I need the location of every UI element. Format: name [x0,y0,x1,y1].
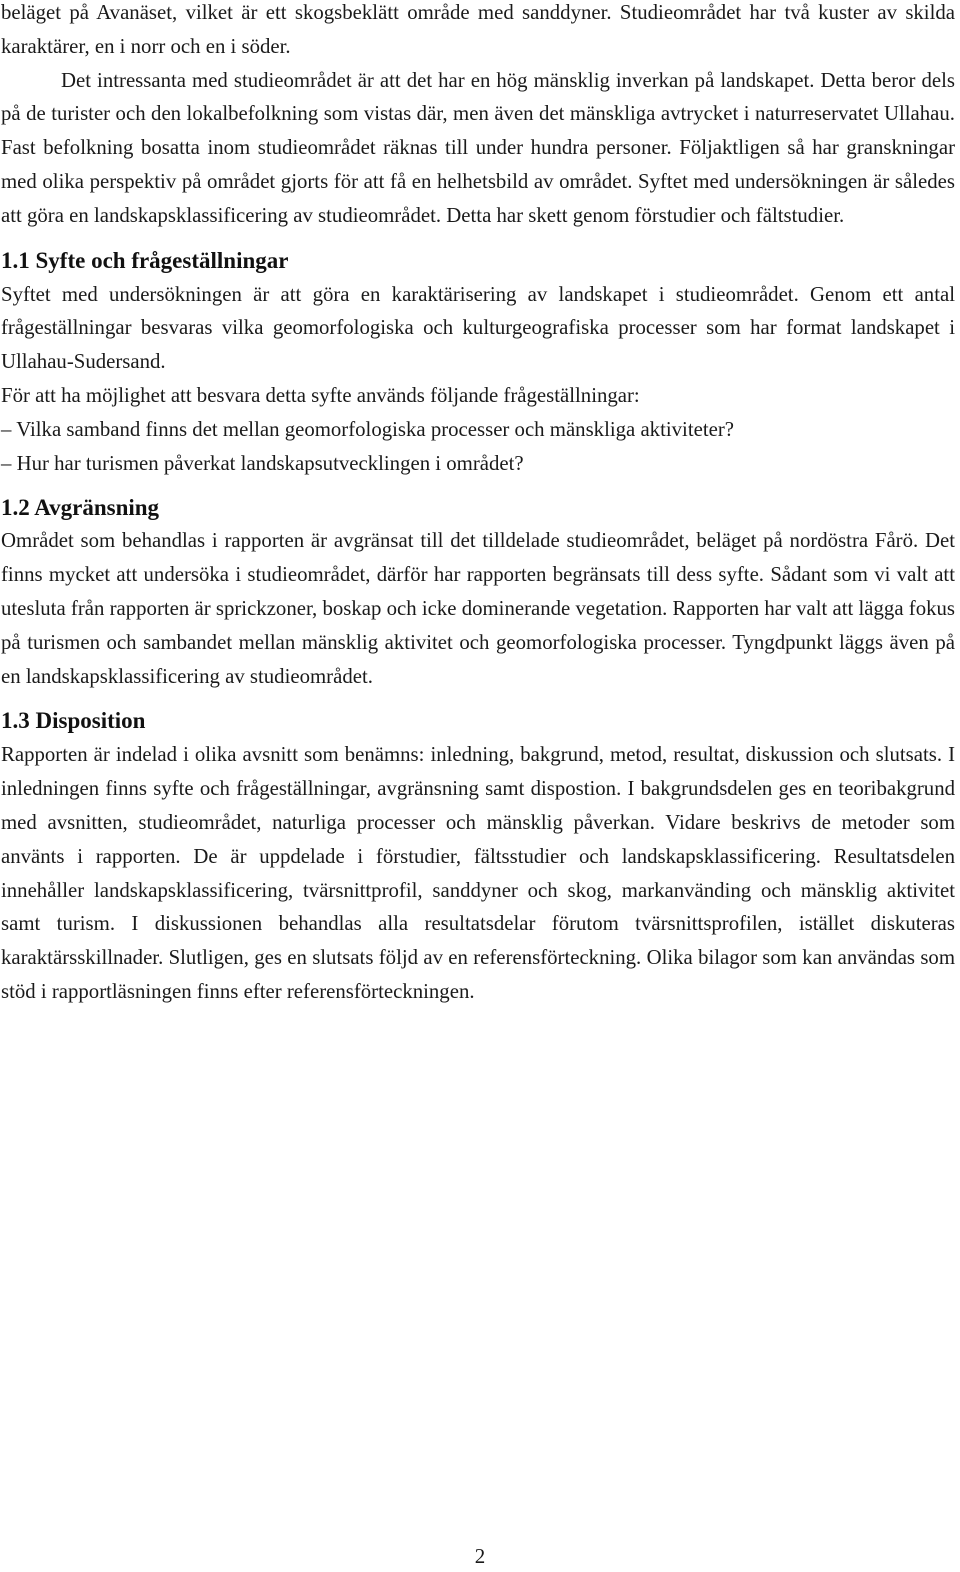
section-1-1-paragraph-2: För att ha möjlighet att besvara detta syfte används följande frågeställningar: [1,383,640,407]
section-1-2-paragraph-1: Området som behandlas i rapporten är avgränsat till det tilldelade studieområdet, beläget på nordöstra Fårö. Det finns mycket att undersöka i studieområdet, därför har rapporten begränsats till dess syfte. Sådant som vi valt att utesluta från rapporten är sprickzoner, boskap och icke dominerande vegetation. Rapporten har valt att lägga fokus på turismen och sambandet mellan mänsklig aktivitet och geomorfologiska processer. Tyngdpunkt läggs även på en landskapsklassificering av studieområdet. [1,529,955,688]
question-item-1: – Vilka samband finns det mellan geomorfologiska processer och mänskliga aktiviteter? [1,417,734,441]
section-1-1-paragraph-1: Syftet med undersökningen är att göra en karaktärisering av landskapet i studieområdet. Genom ett antal frågeställningar besvaras vilka geomorfologiska och kulturgeografiska processer som har format landskapet i Ullahau-Sudersand. [1,282,955,374]
section-heading-1-1: 1.1 Syfte och frågeställningar [1,247,289,273]
section-1-3-paragraph-1: Rapporten är indelad i olika avsnitt som benämns: inledning, bakgrund, metod, resultat, diskussion och slutsats. I inledningen finns syfte och frågeställningar, avgränsning samt dispostion. I bakgrundsdelen ges en teoribakgrund med avsnitten, studieområdet, naturliga processer och mänsklig påverkan. Vidare beskrivs de metoder som använts i rapporten. De är uppdelade i förstudier, fältsstudier och landskapsklassificering. Resultatsdelen innehåller landskapsklassificering, tvärsnittprofil, sanddyner och skog, markanvänding och mänsklig aktivitet samt turism. I diskussionen behandlas alla resultatsdelar förutom tvärsnittsprofilen, istället diskuteras karaktärsskillnader. Slutligen, ges en slutsats följd av en referensförteckning. Olika bilagor som kan användas som stöd i rapportläsningen finns efter referensförteckningen. [1,743,955,1003]
question-item-2: – Hur har turismen påverkat landskapsutvecklingen i området? [1,451,524,475]
page-number: 2 [474,1544,486,1568]
section-heading-1-2: 1.2 Avgränsning [1,495,160,521]
section-heading-1-3: 1.3 Disposition [1,708,146,734]
intro-paragraph-2: Det intressanta med studieområdet är att det har en hög mänsklig inverkan på landskapet. Detta beror dels på de turister och den lokalbefolkning som vistas där, men även det mänskliga avtrycket i naturreservatet Ullahau. Fast befolkning bosatta inom studieområdet räknas till under hundra personer. Följaktligen så har granskningar med olika perspektiv på området gjorts för att få en helhetsbild av området. Syftet med undersökningen är således att göra en landskapsklassificering av studieområdet. Detta har skett genom förstudier och fältstudier. [1,68,955,227]
intro-paragraph-1: beläget på Avanäset, vilket är ett skogsbeklätt område med sanddyner. Studieområdet har två kuster av skilda karaktärer, en i norr och en i söder. [1,1,955,58]
